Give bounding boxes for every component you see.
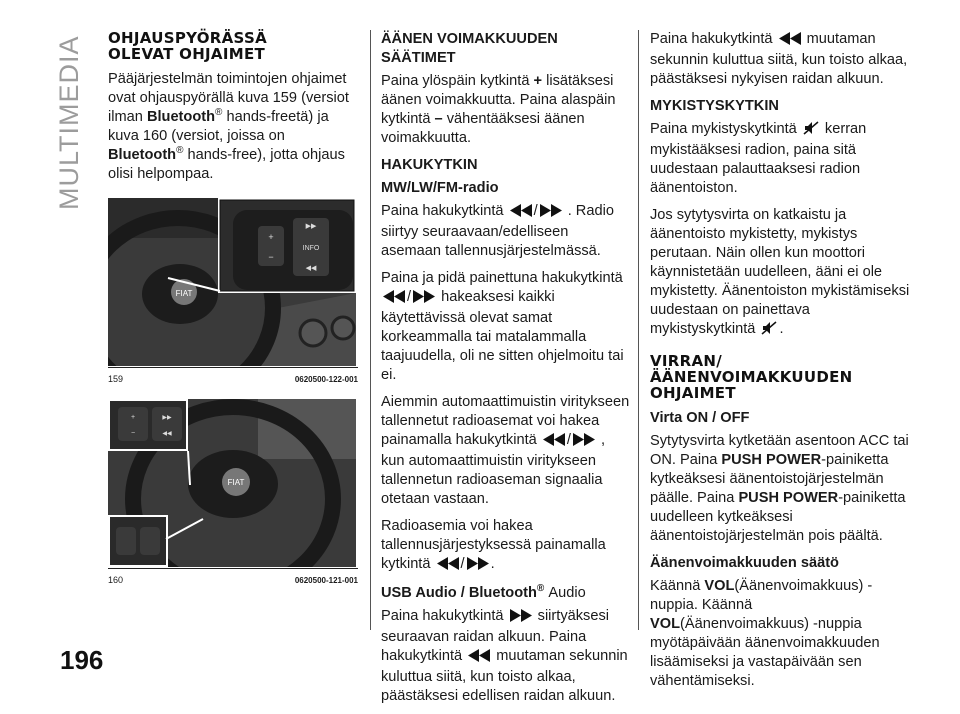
seek-paragraph-2: Paina ja pidä painettuna hakukytkintä / hakeaksesi kaikki käytettävissä olevat samat korkeammalla tai matalammalla taajuudella, oli ne sitten ohjelmoitu tai ei. <box>381 270 624 383</box>
svg-text:▶▶: ▶▶ <box>162 415 172 421</box>
column-3 <box>650 30 910 699</box>
section-heading-power-volume: VIRRAN/ ÄÄNENVOIMAKKUUDEN OHJAIMET <box>650 352 853 402</box>
section-heading-volume: ÄÄNEN VOIMAKKUUDEN SÄÄTIMET <box>381 31 558 66</box>
mute-icon <box>803 121 819 141</box>
next-track-icon <box>540 204 562 223</box>
seek-paragraph-3: Aiemmin automaattimuistin viritykseen tallennetut radioasemat voi hakea painamalla hakukytkintä / , kun automaattimuistin viritykseen tallennetun radioaseman signaalia otetaan vastaan. <box>381 394 630 507</box>
section-heading-steering-controls: OHJAUSPYÖRÄSSÄ OLEVAT OHJAIMET <box>108 29 267 63</box>
next-track-icon <box>413 290 435 309</box>
previous-track-icon <box>543 433 565 452</box>
previous-track-icon <box>437 557 459 576</box>
previous-track-icon <box>468 649 490 668</box>
figure-159-steering-wheel <box>108 198 356 366</box>
next-track-icon <box>573 433 595 452</box>
figure-159-caption <box>108 367 358 389</box>
svg-text:FIAT: FIAT <box>227 478 245 487</box>
subheading-radio: MW/LW/FM-radio <box>381 180 499 196</box>
steering-wheel-illustration <box>108 198 356 366</box>
mute-reset-paragraph: Jos sytytysvirta on katkaistu ja äänentoisto mykistetty, mykistys perutaan. Näin ollen kun moottori käynnistetään uudelleen, ääni ei ole mykistetty. Äänentoiston mykistämiseksi uudestaan on painettava mykistyskytkintä . <box>650 206 910 341</box>
svg-text:◀◀: ◀◀ <box>305 265 317 272</box>
previous-track-icon <box>510 204 532 223</box>
svg-text:−: − <box>130 430 136 437</box>
volume-paragraph: Paina ylöspäin kytkintä + lisätäksesi äänen voimakkuutta. Paina alaspäin kytkintä – vähentääksesi äänen voimakkuutta. <box>381 73 616 146</box>
svg-text:◀◀: ◀◀ <box>162 431 172 437</box>
power-paragraph: Sytytysvirta kytketään asentoon ACC tai ON. Paina PUSH POWER-painiketta kytkeäksesi äänentoistojärjestelmän päälle. Paina PUSH POWER-painiketta uudelleen kytkeäksesi äänentoistojärjestelmän pois päältä. <box>650 433 909 544</box>
volume-adjust-paragraph: Käännä VOL(Äänenvoimakkuus) -nuppia. Käännä VOL(Äänenvoimakkuus) -nuppia myötäpäivään äänenvoimakkuuden lisäämiseksi ja vastapäivään sen vähentämiseksi. <box>650 578 880 689</box>
subheading-power: Virta ON / OFF <box>650 410 750 426</box>
steering-wheel-illustration-bt <box>108 399 356 567</box>
next-track-icon <box>510 609 532 628</box>
figure-160-steering-wheel <box>108 399 356 567</box>
svg-text:−: − <box>268 252 274 262</box>
previous-track-icon <box>779 32 801 51</box>
figure-code: 0620500-121-001 <box>294 576 358 585</box>
svg-text:FIAT: FIAT <box>175 289 193 298</box>
subheading-usb-bluetooth: USB Audio / Bluetooth® Audio <box>381 583 586 601</box>
section-tab-label: MULTIMEDIA <box>54 35 84 210</box>
svg-text:▶▶: ▶▶ <box>305 223 317 230</box>
seek-paragraph-4: Radioasemia voi hakea tallennusjärjestyksessä painamalla kytkintä / . <box>381 517 631 576</box>
svg-text:+: + <box>130 414 136 421</box>
seek-paragraph-1: Paina hakukytkintä / . Radio siirtyy seuraavaan/edelliseen asemaan tallennusjärjestelmässä. <box>381 203 614 259</box>
subheading-seek-switch: HAKUKYTKIN <box>381 157 478 173</box>
subheading-mute-switch: MYKISTYSKYTKIN <box>650 98 779 114</box>
column-2 <box>381 30 631 714</box>
figure-160-caption <box>108 568 358 590</box>
figure-number: 159 <box>108 374 124 384</box>
next-track-icon <box>467 557 489 576</box>
column-divider <box>638 30 639 630</box>
figure-code: 0620500-122-001 <box>294 375 358 384</box>
restart-track-paragraph: Paina hakukytkintä muutaman sekunnin kuluttua siitä, kun toisto alkaa, päästäksesi nykyisen raidan alkuun. <box>650 31 908 87</box>
section-tab <box>52 35 84 340</box>
intro-paragraph: Pääjärjestelmän toimintojen ohjaimet ovat ohjauspyörällä kuva 159 (versiot ilman Bluetooth® hands-freetä) ja kuva 160 (versiot, joissa on Bluetooth® hands-free), jotta ohjaus olisi helpompaa. <box>108 71 349 182</box>
svg-text:INFO: INFO <box>302 245 320 252</box>
page-number: 196 <box>60 645 104 675</box>
mute-icon <box>761 321 777 341</box>
figure-number: 160 <box>108 575 124 585</box>
subheading-volume-adjust: Äänenvoimakkuuden säätö <box>650 555 839 571</box>
column-1 <box>108 30 358 600</box>
svg-text:+: + <box>268 232 274 242</box>
usb-paragraph: Paina hakukytkintä siirtyäksesi seuraavan raidan alkuun. Paina hakukytkintä muutaman sekunnin kuluttua siitä, kun toisto alkaa, päästäksesi edellisen raidan alkuun. <box>381 608 628 704</box>
mute-paragraph: Paina mykistyskytkintä kerran mykistääksesi radion, paina sitä uudestaan palauttaaksesi radion äänentoiston. <box>650 121 867 196</box>
column-divider <box>370 30 371 630</box>
previous-track-icon <box>383 290 405 309</box>
